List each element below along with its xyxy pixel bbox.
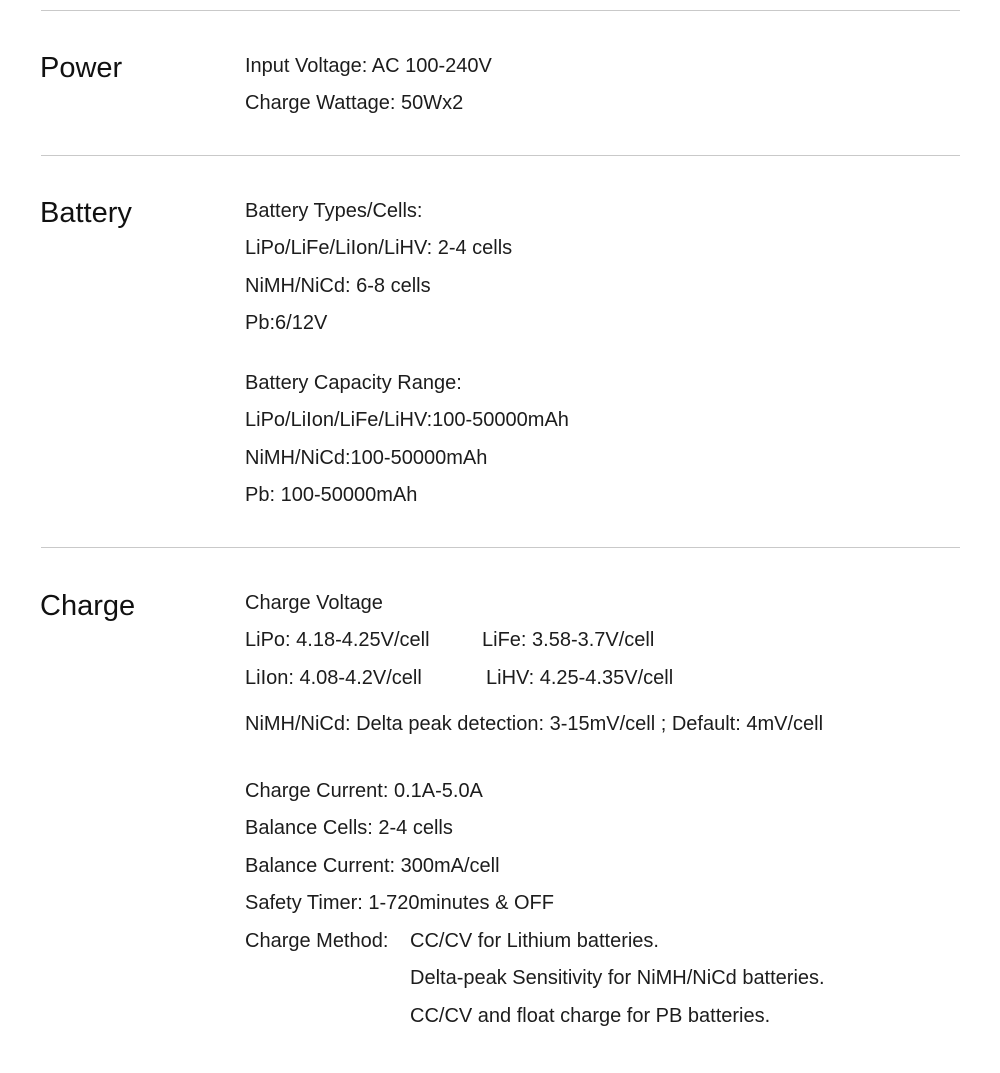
battery-title: Battery bbox=[40, 197, 132, 229]
lihv-voltage: LiHV: 4.25-4.35V/cell bbox=[486, 667, 674, 689]
section-divider-battery-charge bbox=[41, 547, 960, 548]
charge-title: Charge bbox=[40, 590, 136, 622]
section-divider-power-battery bbox=[41, 155, 960, 156]
battery-capacity-line: NiMH/NiCd:100-50000mAh bbox=[245, 447, 488, 469]
charge-voltage-heading: Charge Voltage bbox=[245, 592, 383, 614]
charge-method-item: CC/CV for Lithium batteries. bbox=[410, 930, 659, 952]
battery-types-heading: Battery Types/Cells: bbox=[245, 200, 423, 222]
battery-type-line: NiMH/NiCd: 6-8 cells bbox=[245, 275, 431, 297]
charge-wattage-line: Charge Wattage: 50Wx2 bbox=[245, 92, 464, 114]
balance-cells-line: Balance Cells: 2-4 cells bbox=[245, 817, 453, 839]
lipo-voltage: LiPo: 4.18-4.25V/cell bbox=[245, 629, 430, 651]
battery-type-line: Pb:6/12V bbox=[245, 312, 328, 334]
battery-capacity-line: LiPo/LiIon/LiFe/LiHV:100-50000mAh bbox=[245, 409, 569, 431]
charge-method-label: Charge Method: bbox=[245, 930, 389, 952]
charge-current-line: Charge Current: 0.1A-5.0A bbox=[245, 780, 483, 802]
life-voltage: LiFe: 3.58-3.7V/cell bbox=[482, 629, 655, 651]
liion-voltage: LiIon: 4.08-4.2V/cell bbox=[245, 667, 422, 689]
balance-current-line: Balance Current: 300mA/cell bbox=[245, 855, 500, 877]
charge-method-item: CC/CV and float charge for PB batteries. bbox=[410, 1005, 771, 1027]
nimh-delta-peak-line: NiMH/NiCd: Delta peak detection: 3-15mV/cell ; Default: 4mV/cell bbox=[245, 713, 824, 735]
input-voltage-line: Input Voltage: AC 100-240V bbox=[245, 55, 492, 77]
battery-capacity-heading: Battery Capacity Range: bbox=[245, 372, 462, 394]
power-title: Power bbox=[40, 52, 123, 84]
battery-capacity-line: Pb: 100-50000mAh bbox=[245, 484, 418, 506]
battery-type-line: LiPo/LiFe/LiIon/LiHV: 2-4 cells bbox=[245, 237, 513, 259]
safety-timer-line: Safety Timer: 1-720minutes & OFF bbox=[245, 892, 554, 914]
section-divider-top bbox=[41, 10, 960, 11]
charge-method-item: Delta-peak Sensitivity for NiMH/NiCd batteries. bbox=[410, 967, 825, 989]
